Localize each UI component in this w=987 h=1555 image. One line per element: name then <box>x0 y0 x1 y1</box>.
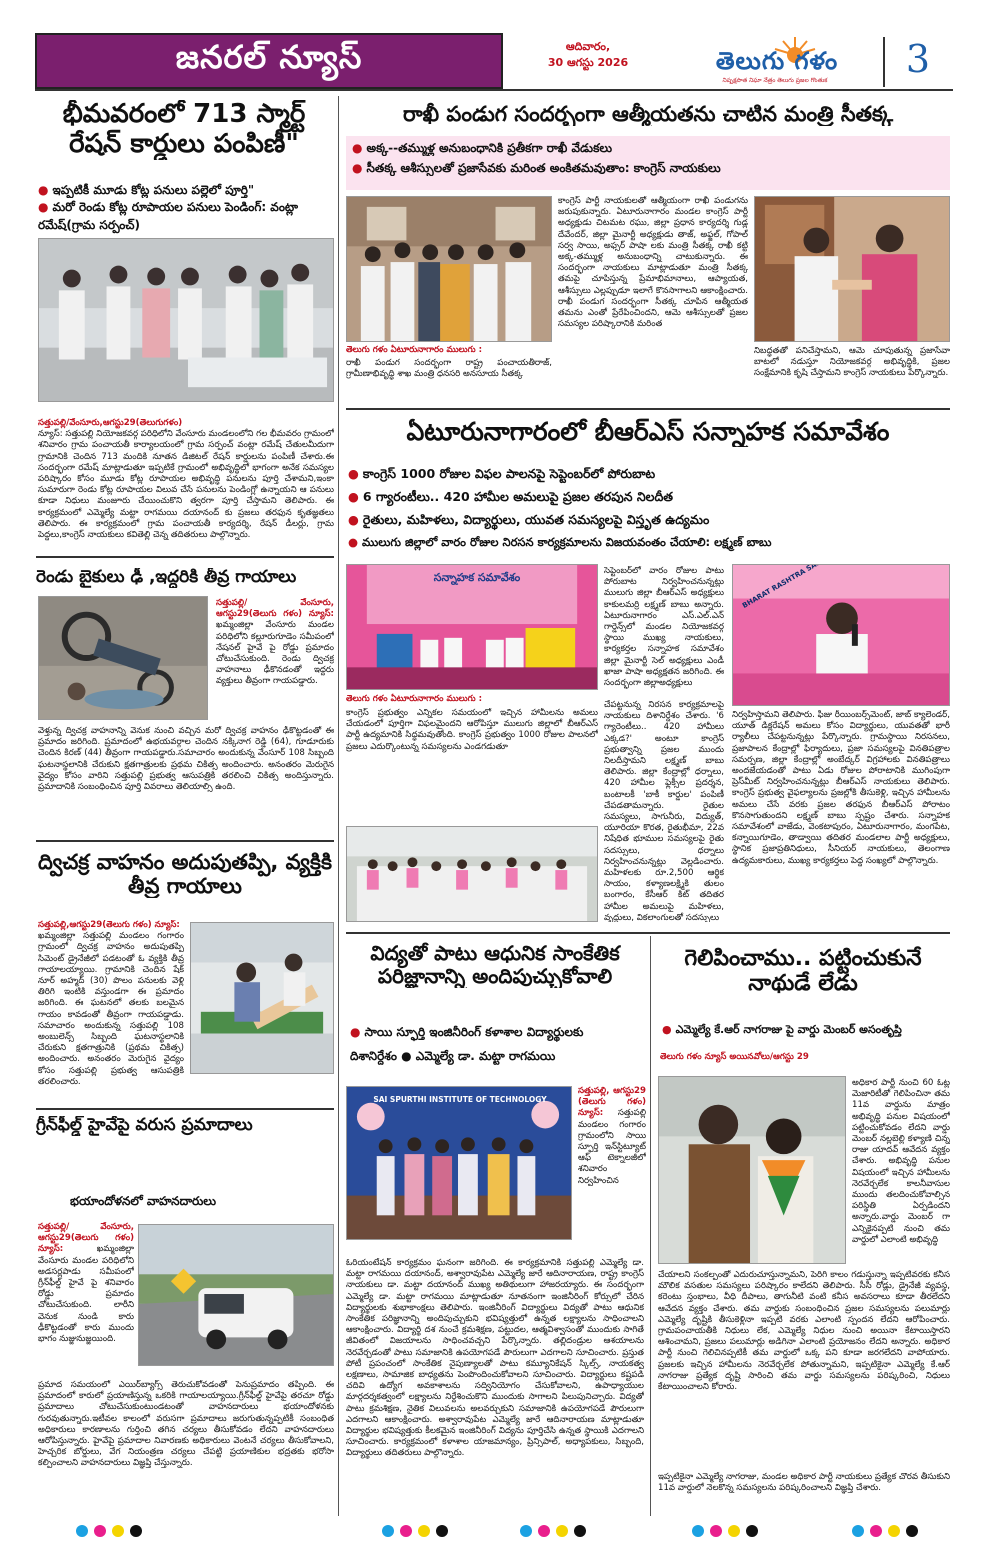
bikes-photo <box>38 596 208 720</box>
brand-logo <box>685 33 865 89</box>
brs-bullet-1: ● కాంగ్రెస్ 1000 రోజుల విఫల పాలనపై సెప్టెంబర్‌లో పోరుబాట <box>348 466 656 481</box>
registration-dot <box>520 1525 532 1537</box>
ration-bullet-2: ● మరో రెండు కోట్ల రూపాయల పనులు పెండింగ్: వంట్లా రమేష్(గ్రామ సర్పంచ్) <box>38 200 299 232</box>
registration-dot <box>538 1525 550 1537</box>
column-rule-left <box>338 96 339 1516</box>
divider-bikes <box>36 840 334 842</box>
greenfield-body: ప్రమాద సమయంలో ఎయిర్‌బ్యాగ్స్ తెరుచుకోవడంతో పెనుప్రమాదం తప్పింది. ఈ ప్రమాదంలో కారులో ప్రయాణిస్తున్న ఒకరికి గాయాలయ్యాయి.గ్రీన్‌ఫీల్డ్ హైవేపై తరచూ రోడ్డు ప్రమాదాలు చోటుచేసుకుంటుండటంతో వాహనదారులు భయాందోళనకు గురవుతున్నారు.ఇటీవల కాలంలో వరుసగా ప్రమాదాలు జరుగుతున్నప్పటికీ సంబంధిత అధికారులు కారణాలను గుర్తించి తగిన చర్యలు తీసుకోవడం లేదని వాహనదారులు ఆరోపిస్తున్నారు. హైవేపై ప్రమాదాల నివారణకు అధికారులు వెంటనే చర్యలు తీసుకోవాలని, హెచ్చరిక బోర్డులు, వేగ నియంత్రణ చర్యలు చేపట్టి ప్రయాణికుల భద్రతకు భరోసా కల్పించాలని వాహనదారులు విజ్ఞప్తి చేస్తున్నారు. <box>38 1380 334 1469</box>
divider-two-wheeler <box>36 1108 334 1110</box>
brs-stage-banner: సన్నాహక సమావేశం <box>433 571 521 584</box>
bikes-headline: రెండు బైకులు ఢీ ,ఇద్దరికి తీవ్ర గాయాలు <box>36 568 297 587</box>
brs-body-left: కాంగ్రెస్ ప్రభుత్వం ఎన్నికల సమయంలో ఇచ్చిన హామీలను అమలు చేయడంలో పూర్తిగా విఫలమైందని ఆరోపిస్తూ ములుగు జిల్లాలో బీఆర్ఎస్ పార్టీ ఉద్యమానికి సిద్ధమవుతోంది. కాంగ్రెస్ ప్రభుత్వం 1000 రోజుల పాలనలో ప్రజలు ఎదుర్కొంటున్న సమస్యలను ఎండగడుతూ <box>346 708 598 752</box>
rakhi-photo-tying <box>754 196 950 342</box>
greenfield-side-text <box>38 1222 134 1376</box>
two-wheeler-headline: ద్విచక్ర వాహనం అదుపుతప్పి, వ్యక్తికి తీవ్ర గాయాలు <box>38 850 332 899</box>
registration-dot <box>888 1525 900 1537</box>
section-title-banner <box>35 33 503 89</box>
registration-dot <box>94 1525 106 1537</box>
rakhi-caption: తెలుగు గళం ఏటూరునాగారం ములుగు : <box>346 345 483 355</box>
rakhi-photo-group <box>346 196 552 342</box>
rakhi-body-left: రాఖీ పండుగ సందర్భంగా రాష్ట్ర పంచాయతీరాజ్, గ్రామీణాభివృద్ధి శాఖ మంత్రి ధనసరి అనసూయ సీతక్క <box>346 358 552 380</box>
ward-dateline: తెలుగు గళం న్యూస్ అయినవోలు/ఆగస్టు 29 <box>660 1052 809 1062</box>
registration-dot <box>130 1525 142 1537</box>
ward-body-end: ఇప్పటికైనా ఎమ్మెల్యే నాగరాజు, మండల అధికార పార్టీ నాయకులు ప్రత్యేక చొరవ తీసుకుని 11వ వార్డులో నెలకొన్న సమస్యలను పరిష్కరించాలని విజ్ఞప్తి చేశారు. <box>658 1472 950 1494</box>
rakhi-body-mid: కాంగ్రెస్ పార్టీ నాయకులతో ఆత్మీయంగా రాఖీ పండుగను జరుపుకున్నారు. ఏటూరునాగారం మండల కాంగ్రెస్ పార్టీ అధ్యక్షుడు చిటమట రఘు, జిల్లా ప్రధాన కార్యదర్శి గుడ్ల దేవేందర్, జిల్లా మైనార్టీ అధ్యక్షుడు తాజ్, అఫ్జల్, గోపాల్ సర్వ సాయి, అఫ్సర్ పాషా లకు మంత్రి సీతక్క రాఖీ కట్టి అక్క-తమ్ముళ్ల అనుబంధాన్ని చాటుకున్నారు. ఈ సందర్భంగా నాయకులు మాట్లాడుతూ మంత్రి సీతక్క తమపై చూపిస్తున్న ప్రేమాభిమానాలు, ఆప్యాయత, ఆశీస్సులు ఎల్లప్పుడూ ఇలాగే కొనసాగాలని ఆకాంక్షించారు. రాఖీ పండుగ సందర్భంగా సీతక్క చూపిన ఆత్మీయత తమను ఎంతో ప్రేరేపించిందని, ఆమె ఆశీస్సులతో ప్రజల సమస్యల పరిష్కారానికి మరింత <box>558 196 748 330</box>
ward-body: చేయాలని సంకల్పంతో ఎదురుచూస్తున్నామని, పెరిగి కాలం గడుస్తున్నా ఇప్పటివరకు కనీస మౌలిక వసతుల సమస్యలు పరిష్కారం కాలేదని తెలిపారు. సీసీ రోడ్లు, డ్రైనేజీ వ్యవస్థ, కరెంటు స్తంభాలు, వీధి దీపాలు, తాగునీటి వంటి కనీస అవసరాలు కూడా తీరలేదని ఆవేదన వ్యక్తం చేశారు. తమ వార్డుకు సంబంధించిన ప్రజల సమస్యలను పలుమార్లు ఎమ్మెల్యే దృష్టికి తీసుకెళ్లినా ఇప్పటి వరకు ఎలాంటి స్పందన లేదని ఆరోపించారు. గ్రామపంచాయతీకి నిధులు లేక, ఎమ్మెల్యే నిధుల నుంచి అయినా కేటాయిస్తారని ఆశించామని, ప్రజలు పలుమార్లు అడిగినా ఎలాంటి ప్రయోజనం లేదని అన్నారు. అధికార పార్టీ నుంచి గెలిచినప్పటికీ తమ వార్డులో ఒక్క పని కూడా జరగలేదని వాపోయారు. ప్రజలకు ఇచ్చిన హామీలను నెరవేర్చలేక పోతున్నామని, ఇప్పటికైనా ఎమ్మెల్యే కే.ఆర్ నాగరాజు ప్రత్యేక దృష్టి సారించి తమ వార్డు సమస్యలను పరిష్కరించి, నిధులు కేటాయించాలని కోరారు. <box>658 1270 950 1393</box>
greenfield-subhead: భయాందోళనలో వాహనదారులు <box>70 1194 216 1208</box>
brs-bullets <box>348 462 950 554</box>
bikes-side-text <box>216 598 334 722</box>
brs-caption: తెలుగు గళం ఏటూరునాగారం ములుగు : <box>346 694 483 704</box>
rakhi-bullet-2: ● సీతక్క ఆశీస్సులతో ప్రజాసేవకు మరింత అంకితమవుతాం: కాంగ్రెస్ నాయకులు <box>352 161 721 175</box>
rakhi-headline: రాఖీ పండుగ సందర్భంగా ఆత్మీయతను చాటిన మంత్రి సీతక్క <box>402 102 894 126</box>
registration-dot <box>852 1525 864 1537</box>
education-side-text <box>578 1086 646 1254</box>
registration-marks-1 <box>76 1522 148 1541</box>
day-label: ఆదివారం, <box>565 40 611 53</box>
brs-photo-stage <box>346 564 598 690</box>
registration-dot <box>112 1525 124 1537</box>
bikes-dateline: సత్తుపల్లి/ వేంసూరు, ఆగస్టు29(తెలుగు గళం) న్యూస్: <box>216 598 334 620</box>
page-number-divider <box>883 37 885 87</box>
masthead <box>35 33 953 91</box>
divider-rakhi <box>346 408 950 410</box>
registration-dot <box>870 1525 882 1537</box>
rakhi-body-right: నిబద్ధతతో పనిచేస్తామని, ఆమె చూపుతున్న ప్రజాసేవా బాటలో నడుస్తూ నియోజకవర్గ అభివృద్ధికి, ప్రజల సంక్షేమానికి కృషి చేస్తామని కాంగ్రెస్ నాయకులు పేర్కొన్నారు. <box>754 346 950 379</box>
bikes-body: వెళ్తున్న ద్విచక్ర వాహనాన్ని వెనుక నుంచి వచ్చిన మరో ద్విచక్ర వాహనం ఢీకొట్టడంతో ఈ ప్రమాదం జరిగింది. ప్రమాదంలో ఉభయవర్గాల చెందిన నక్కినాగ రెడ్డి (64), గూడూరుకు చెందిన కిరణ్ (44) తీవ్రంగా గాయపడ్డారు.సమాచారం అందుకున్న వేంసూర్ 108 సిబ్బంది ఘటనాస్థలానికి చేరుకుని క్షతగాత్రులకు ప్రథమ చికిత్స అందించారు. అనంతరం మెరుగైన వైద్యం కోసం వారిని సత్తుపల్లి ప్రభుత్వ ఆసుపత్రికి తరలించి చికిత్స అందిస్తున్నారు. ప్రమాదానికి సంబంధించిన పూర్తి వివరాలు తెలియాల్సి ఉంది. <box>38 726 334 793</box>
ward-headline: గెలిపించాము.. పట్టించుకునే నాథుడే లేడు <box>684 946 922 997</box>
two-wheeler-body: ఖమ్మంజిల్లా సత్తుపల్లి మండలం గంగారం గ్రామంలో ద్విచక్ర వాహనం అదుపుతప్పి సిమెంట్ డ్రైనేజీలో పడటంతో ఓ వ్యక్తికి తీవ్ర గాయాలయ్యాయి. గ్రామానికి చెందిన షేక్ నూర్ అహ్మద్ (30) పొలం పనులకు వెళ్లి తిరిగి ఇంటికి వస్తుండగా ఈ ప్రమాదం జరిగింది. ఈ ఘటనలో తలకు బలమైన గాయం కావడంతో తీవ్రంగా గాయపడ్డాడు. సమాచారం అందుకున్న సత్తుపల్లి 108 అంబులెన్స్ సిబ్బంది ఘటనాస్థలానికి చేరుకుని క్షతగాత్రునికి (ప్రథమ చికిత్స) అందించారు. అనంతరం మెరుగైన వైద్యం కోసం సత్తుపల్లి ప్రభుత్వ ఆసుపత్రికి తరలించారు. <box>38 931 184 1087</box>
brs-photo-crowd <box>346 826 598 922</box>
column-rule-right <box>650 936 651 1516</box>
ration-bullet-1: ● ఇప్పటికీ మూడు కోట్ల పనులు పల్లెలో పూర్తి" <box>38 183 255 197</box>
ration-dateline: సత్తుపల్లి/వేంసూరు,ఆగస్టు29(తెలుగుగళం) <box>38 418 183 428</box>
ward-bullet: ● ఎమ్మెల్యే కే.ఆర్ నాగరాజు పై వార్డు మెంబర్ అసంతృప్తి <box>662 1023 902 1036</box>
greenfield-headline: గ్రీన్‌ఫీల్డ్ హైవేపై వరుస ప్రమాదాలు <box>36 1116 253 1135</box>
ration-body <box>38 418 334 550</box>
masthead-date <box>513 39 663 71</box>
registration-dot <box>556 1525 568 1537</box>
ration-photo <box>38 238 334 402</box>
brs-body-mid: చేపట్టనున్న నిరసన కార్యక్రమాలపై నాయకులు దిశానిర్దేశం చేశారు. '6 గ్యారెంటీలు.. 420 హామీలు ఎక్కడ?' అంటూ కాంగ్రెస్ ప్రభుత్వాన్ని ప్రజల ముందు నిలదీస్తామని లక్ష్మణ్ బాబు తెలిపారు. జిల్లా కేంద్రాల్లో ధర్నాలు, 420 హామీల ఫ్లెక్సీల ప్రదర్శన, బంటాలకీ 'బాకీ కార్డుల' పంపిణీ చేపడతామన్నారు. రైతుల సమస్యలు, సాగునీరు, విద్యుత్, యూరియా కొరత, రైతుభీమా, 22వ నిషేధిత భూముల సమస్యలపై రైతు సదస్సులు, ధర్నాలు నిర్వహించనున్నట్లు వెల్లడించారు. మహిళలకు రూ.2,500 ఆర్థిక సాయం, కళ్యాణలక్ష్మికి తులం బంగారం, కేసీఆర్ కిట్ తదితర హామీల అమలుపై మహిళలు, వృద్ధులు, వికలాంగులతో సదస్సులు <box>604 700 724 922</box>
education-bullet-1: ● సాయి స్ఫూర్తి ఇంజినీరింగ్ కళాశాల విద్యార్థులకు <box>350 1025 584 1039</box>
brand-name: తెలుగు గళం <box>715 47 839 75</box>
education-headline: విద్యతో పాటు ఆధునిక సాంకేతిక పరిజ్ఞానాన్ని అందిపుచ్చుకోవాలి <box>370 942 620 988</box>
registration-dot <box>76 1525 88 1537</box>
registration-dot <box>728 1525 740 1537</box>
two-wheeler-side-text <box>38 920 184 1102</box>
date-label: 30 ఆగస్టు 2026 <box>547 56 629 69</box>
brs-headline: ఏటూరునాగారంలో బీఆర్ఎస్ సన్నాహక సమావేశం <box>406 418 890 446</box>
greenfield-body-side: ఖమ్మంజిల్లా వేంసూరు మండల పరిధిలోని అడసర్లపాడు సమీపంలో గ్రీన్‌ఫీల్డ్ హైవే పై శనివారం రోడ్డు ప్రమాదం చోటుచేసుకుంది. లారీని వెనుక నుండి కారు ఢీకొట్టడంతో కారు ముందు భాగం నుజ్జునుజ్జయింది. <box>38 1244 134 1345</box>
education-body-side: సత్తుపల్లి మండలం గంగారం గ్రామంలోని సాయి స్ఫూర్తి ఇన్‌స్టిట్యూట్ ఆఫ్ టెక్నాలజీలో శనివారం నిర్వహించిన <box>578 1108 646 1186</box>
brs-bullet-2: ● 6 గ్యారంటీలు.. 420 హామీల అమలుపై ప్రజల తరపున నిలదీత <box>348 489 674 504</box>
registration-marks-4 <box>692 1522 764 1541</box>
education-body: ఓరియంటేషన్ కార్యక్రమం ఘనంగా జరిగింది. ఈ కార్యక్రమానికి సత్తుపల్లి ఎమ్మెల్యే డా. మట్టా రాగమయి దయానంద్, అశ్వారావుపేట ఎమ్మెల్యే జారే ఆదినారాయణ, రాష్ట్ర కాంగ్రెస్ నాయకులు డా. మట్టా దయానంద్ ముఖ్య అతిథులుగా హాజరయ్యారు. ఈ సందర్భంగా ఎమ్మెల్యే డా. మట్టా రాగమయి మాట్లాడుతూ నూతనంగా ఇంజినీరింగ్ కోర్సులో చేరిన విద్యార్థులకు శుభాకాంక్షలు తెలిపారు. ఇంజినీరింగ్ విద్యార్థులు విద్యతో పాటు ఆధునిక సాంకేతిక పరిజ్ఞానాన్ని అందిపుచ్చుకుని భవిష్యత్తులో ఉన్నత లక్ష్యాలను సాధించాలని ఆకాంక్షించారు. విద్యార్థి దశ నుంచే క్రమశిక్షణ, పట్టుదల, ఆత్మవిశ్వాసంతో ముందుకు సాగితే జీవితంలో విజయాలను సాధించవచ్చని పేర్కొన్నారు. తల్లిదండ్రుల ఆశయాలను నెరవేర్చడంతో పాటు సమాజానికి ఉపయోగపడే పౌరులుగా ఎదగాలని సూచించారు. ప్రస్తుత పోటీ ప్రపంచంలో సాంకేతిక నైపుణ్యాలతో పాటు కమ్యూనికేషన్ స్కిల్స్, నాయకత్వ లక్షణాలు, సామాజిక బాధ్యతను పెంపొందించుకోవాలని సూచించారు. విద్యార్థులు కష్టపడి చదివి ఉద్యోగ అవకాశాలను సద్వినియోగం చేసుకోవాలని, ఉపాధ్యాయుల మార్గదర్శకత్వంలో లక్ష్యాలను నిర్దేశించుకొని ముందుకు సాగాలని పిలుపునిచ్చారు. విద్యతో పాటు క్రమశిక్షణ, నైతిక విలువలను అలవర్చుకుని సమాజానికి ఉపయోగపడే పౌరులుగా ఎదగాలని ఆకాంక్షించారు. అశ్వారావుపేట ఎమ్మెల్యే జారే ఆదినారాయణ మాట్లాడుతూ విద్యార్థుల భవిష్యత్తుకు కీలకమైన ఇంజినీరింగ్ విద్యను పూర్తిచేసి ఉన్నత స్థాయికి ఎదగాలని సూచించారు. కార్యక్రమంలో కళాశాల యాజమాన్యం, ప్రిన్సిపాల్, అధ్యాపకులు, సిబ్బంది, విద్యార్థులు తదితరులు పాల్గొన్నారు. <box>346 1258 644 1459</box>
section-title: జనరల్ న్యూస్ <box>175 38 363 76</box>
registration-marks-2 <box>382 1522 454 1541</box>
registration-dot <box>746 1525 758 1537</box>
ration-headline: భీమవరంలో 713 స్మార్ట్ రేషన్ కార్డులు పంపిణీ" <box>62 100 306 159</box>
brs-body-top: సెప్టెంబర్‌లో వారం రోజుల పాటు పోరుబాట నిర్వహించనున్నట్లు ములుగు జిల్లా బీఆర్ఎస్ అధ్యక్షులు కాకులమర్రి లక్ష్మణ్ బాబు అన్నారు. ఏటూరునాగారం ఎస్.ఎల్.ఎన్ గార్డెన్స్‌లో మండల నియోజకవర్గ స్థాయి ముఖ్య నాయకులు, కార్యకర్తల సన్నాహక సమావేశం జిల్లా మైనార్టీ సెల్ అధ్యక్షులు ఎండీ ఖాజా పాషా అధ్యక్షతన జరిగింది. ఈ సందర్భంగా జిల్లాఅధ్యక్షులు <box>604 566 724 689</box>
divider-brs <box>346 932 950 934</box>
rakhi-bullets-box <box>346 136 950 190</box>
ration-body-text: న్యూస్: సత్తుపల్లి నియోజకవర్గ పరిధిలోని వేంసూరు మండలంలోని గల భీమవరం గ్రామంలో శనివారం గ్రామ పంచాయతీ కార్యాలయంలో గ్రామ సర్పంచ్ వంట్లా రమేష్ చేతులమీదుగా గ్రామానికి చెందిన 713 మందికి నూతన డిజిటల్ రేషన్ కార్డులను పంపిణీ చేశారు.ఈ సందర్భంగా రమేష్ మాట్లాడుతూ ఇప్పటికే గ్రామంలో అభివృద్ధిలో భాగంగా అనేక సమస్యల పరిష్కారం కోసం మూడు కోట్ల రూపాయల అభివృద్ధి పనులను పూర్తి చేశామని,ఇంకా సుమారుగా రెండు కోట్ల రూపాయల విలువ చేసే పనులను పెండింగ్లో ఉన్నాయని ఆ పనులు కూడా నిధులు మంజూరు చేయించుకొని త్వరగా పూర్తి చేస్తామని తెలిపారు. ఈ కార్యక్రమంలో ఎమ్మెల్యే మట్టా రాగమయి దయానంద్ కు ప్రజలు తరఫున కృతజ్ఞతలు తెలిపారు. ఈ కార్యక్రమంలో గ్రామ పంచాయతీ కార్యదర్శి, రేషన్ డీలర్లు, గ్రామ పెద్దలు,కాంగ్రెస్ నాయకులు కవితెల్లి చెన్న తదితరులు పాల్గొన్నారు. <box>38 429 334 541</box>
brs-bullet-3: ● రైతులు, మహిళలు, విద్యార్థులు, యువత సమస్యలపై విస్తృత ఉద్యమం <box>348 512 710 527</box>
registration-dot <box>574 1525 586 1537</box>
divider-ration <box>36 556 334 558</box>
bikes-body-side: ఖమ్మంజిల్లా వేంసూరు మండల పరిధిలోని కల్లూరుగూడెం సమీపంలో నేషనల్ హైవే పై రోడ్డు ప్రమాదం చోటుచేసుకుంది. రెండు ద్విచక్ర వాహనాలు ఢీకొనడంతో ఇద్దరు వ్యక్తులు తీవ్రంగా గాయపడ్డారు. <box>216 620 334 687</box>
registration-marks-5 <box>852 1522 924 1541</box>
registration-dot <box>382 1525 394 1537</box>
ration-bullets <box>38 182 334 234</box>
ward-body-side: అధికార పార్టీ నుంచి 60 ఓట్ల మెజారిటీతో గెలిపించినా తమ 11వ వార్డును మాత్రం అభివృద్ధి పనుల విషయంలో పట్టించుకోవడం లేదని వార్డు మెంబర్ నల్లబెల్లి కళ్యాణి చిన్న రాజు యాదవ్ ఆవేదన వ్యక్తం చేశారు. అభివృద్ధి పనుల విషయంలో ఇచ్చిన హామీలను నెరవేర్చలేక కాలనీవాసుల ముందు తలదించుకోవాల్సిన పరిస్థితి ఏర్పడిందని అన్నారు.వార్డు మెంబర్ గా ఎన్నికైనప్పటి నుంచి తమ వార్డులో ఎలాంటి అభివృద్ధి <box>852 1078 950 1245</box>
rakhi-bullet-1: ● అక్క--తమ్ముళ్ల అనుబంధానికి ప్రతీకగా రాఖీ వేడుకలు <box>352 141 612 155</box>
registration-dot <box>710 1525 722 1537</box>
education-photo <box>346 1086 572 1240</box>
education-dateline: సత్తుపల్లి, ఆగస్టు29 (తెలుగు గళం) న్యూస్: <box>578 1086 646 1119</box>
registration-marks-3 <box>520 1522 592 1541</box>
registration-dot <box>906 1525 918 1537</box>
registration-dot <box>436 1525 448 1537</box>
education-backdrop-text: SAI SPURTHI INSTITUTE OF TECHNOLOGY <box>373 1095 547 1104</box>
two-wheeler-photo <box>190 922 334 1074</box>
ward-photo <box>658 1076 846 1264</box>
education-bullets <box>350 1020 646 1068</box>
page-number: 3 <box>905 37 931 81</box>
two-wheeler-dateline: సత్తుపల్లి,ఆగస్టు29(తెలుగు గళం) న్యూస్: <box>38 920 180 930</box>
brand-tagline: నిష్పక్షపాత నిఘా నేత్రం తెలుగు ప్రజల గొంతుక <box>722 77 828 84</box>
registration-dot <box>400 1525 412 1537</box>
brs-bullet-4: ● ములుగు జిల్లాలో వారం రోజుల నిరసన కార్యక్రమాలను విజయవంతం చేయాలి: లక్ష్మణ్ బాబు <box>348 535 772 549</box>
greenfield-dateline: సత్తుపల్లి/ వేంసూరు, ఆగస్టు29(తెలుగు గళం) న్యూస్: <box>38 1222 134 1255</box>
registration-dot <box>418 1525 430 1537</box>
brs-body-right: నిర్వహిస్తామని తెలిపారు. ఫీజు రీయింబర్స్‌మెంట్, జాబ్ క్యాలెండర్, యూత్ డిక్లరేషన్ అమలు కోసం విద్యార్థులు, యువతతో భారీ ర్యాలీలు చేపట్టనున్నట్లు పేర్కొన్నారు. గ్రామస్థాయి నిరసనలు, ప్రజాపాలన కేంద్రాల్లో ఫిర్యాదులు, ప్రజా సమస్యలపై వినతిపత్రాల సమర్పణ, జిల్లా కేంద్రాల్లో అంబేద్కర్ విగ్రహాలకు వినతిపత్రాలు అందజేయడంతో పాటు ఏడు రోజుల పోరాటానికి ముగింపుగా ప్రెస్‌మీట్ నిర్వహించనున్నట్లు బీఆర్ఎస్ నాయకులు తెలిపారు. కాంగ్రెస్ ప్రభుత్వ వైఫల్యాలను ప్రజల్లోకి తీసుకెళ్లి, ఇచ్చిన హామీలను అమలు చేసే వరకు ప్రజల తరఫున బీఆర్ఎస్ పోరాటం కొనసాగుతుందని లక్ష్మణ్ బాబు స్పష్టం చేశారు. సన్నాహక సమావేశంలో వాజేడు, వెంకటాపురం, ఏటూరునాగారం, మంగపేట, కన్నాయిగూడెం, తాడ్వాయి తదితర మండలాల పార్టీ అధ్యక్షులు, స్థానిక ప్రజాప్రతినిధులు, సీనియర్ నాయకులు, తెలంగాణ ఉద్యమకారులు, ముఖ్య కార్యకర్తలు పెద్ద సంఖ్యలో పాల్గొన్నారు. <box>732 710 950 866</box>
brs-photo-speaker <box>732 564 950 706</box>
registration-dot <box>692 1525 704 1537</box>
greenfield-photo <box>138 1224 334 1366</box>
education-bullet-2: దిశానిర్దేశం ● ఎమ్మెల్యే డా. మట్టా రాగమయి <box>350 1049 556 1063</box>
